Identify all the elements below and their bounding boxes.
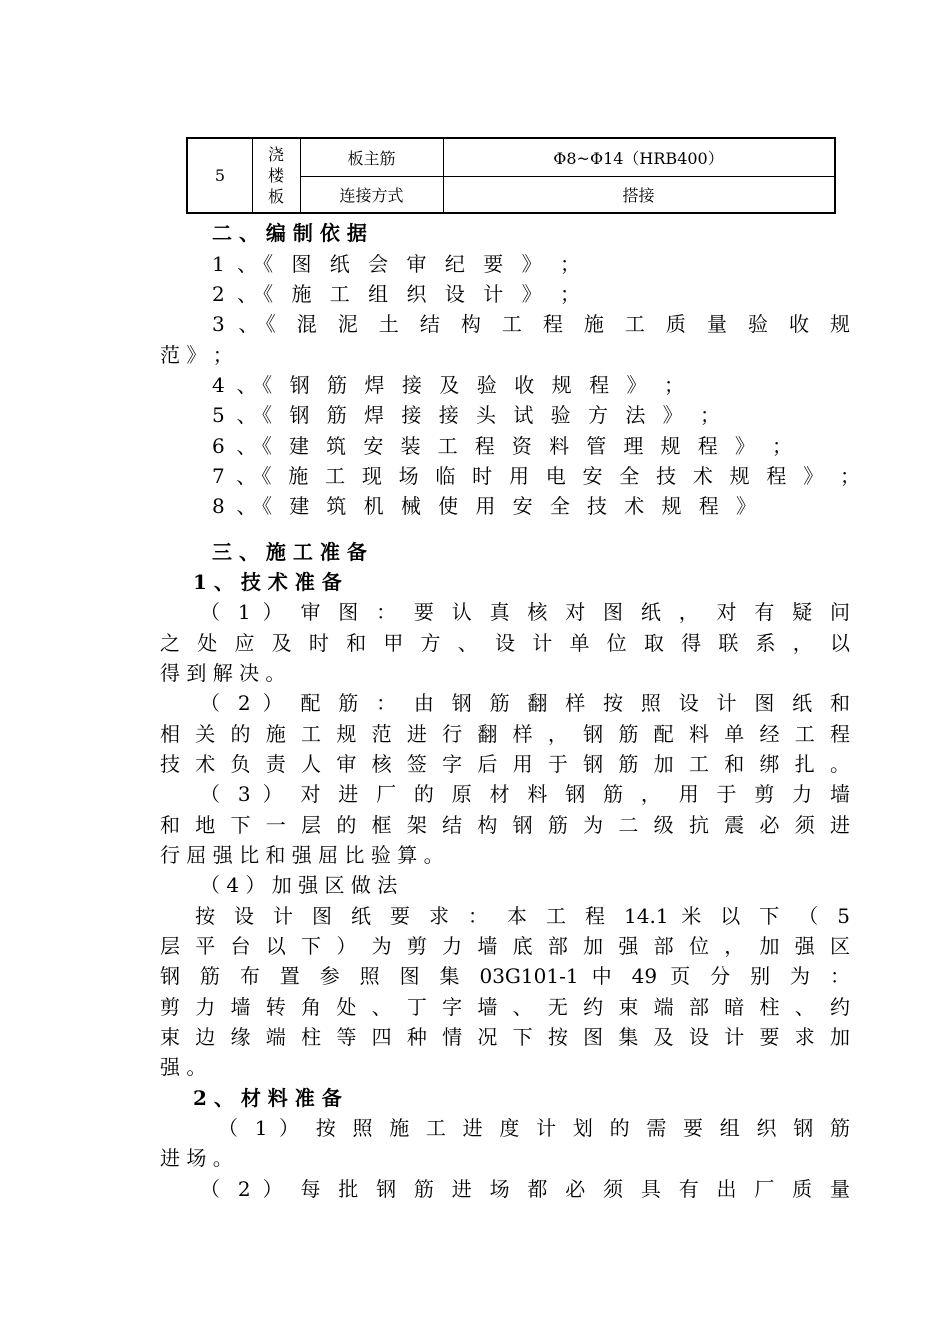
paragraph-line: 行 屈 强 比 和 强 屈 比 验 算 。 — [160, 843, 444, 867]
paragraph-line: （ 1 ） 按 照 施 工 进 度 计 划 的 需 要 组 织 钢 筋 — [218, 1116, 850, 1140]
reference-item: 7 、《 施 工 现 场 临 时 用 电 安 全 技 术 规 程 》 ； — [212, 464, 860, 488]
table-cell-item: 板主筋 — [347, 149, 396, 168]
materials-table — [186, 137, 836, 214]
paragraph-line: 相 关 的 施 工 规 范 进 行 翻 样 ， 钢 筋 配 料 单 经 工 程 — [160, 722, 850, 746]
category-char: 浇 — [267, 145, 284, 164]
paragraph-line: 技 术 负 责 人 审 核 签 字 后 用 于 钢 筋 加 工 和 绑 扎 。 — [160, 752, 850, 776]
table-cell-item: 连接方式 — [339, 185, 404, 205]
table-cell-value: Φ8~Φ14（HRB400） — [553, 149, 724, 168]
paragraph-line: （ 3 ） 对 进 厂 的 原 材 料 钢 筋 ， 用 于 剪 力 墙 — [200, 782, 850, 806]
subsection-heading: 1 、 技 术 准 备 — [193, 570, 342, 594]
paragraph-line: 和 地 下 一 层 的 框 架 结 构 钢 筋 为 二 级 抗 震 必 须 进 — [160, 813, 850, 837]
table-row-number: 5 — [214, 166, 226, 185]
paragraph-line: 钢 筋 布 置 参 照 图 集 03G101-1 中 49 页 分 别 为 ： — [160, 964, 850, 988]
paragraph-line: 剪 力 墙 转 角 处 、 丁 字 墙 、 无 约 束 端 部 暗 柱 、 约 — [160, 995, 850, 1019]
reference-item: 5 、《 钢 筋 焊 接 接 头 试 验 方 法 》 ； — [212, 403, 720, 427]
table-cell-value: 搭接 — [622, 185, 655, 205]
paragraph-line: 层 平 台 以 下 ） 为 剪 力 墙 底 部 加 强 部 位 ， 加 强 区 — [160, 934, 850, 958]
reference-item: 3 、《 混 泥 土 结 构 工 程 施 工 质 量 验 收 规 — [212, 312, 850, 336]
paragraph-line: 束 边 缘 端 柱 等 四 种 情 况 下 按 图 集 及 设 计 要 求 加 — [160, 1025, 850, 1049]
paragraph-line: 强 。 — [160, 1055, 207, 1079]
reference-item-continued: 范 》 ； — [160, 343, 233, 367]
paragraph-line: （ 4 ） 加 强 区 做 法 — [200, 873, 398, 897]
reference-item: 4 、《 钢 筋 焊 接 及 验 收 规 程 》 ； — [212, 373, 684, 397]
section-heading: 三 、 施 工 准 备 — [212, 540, 367, 564]
paragraph-line: （ 2 ） 每 批 钢 筋 进 场 都 必 须 具 有 出 厂 质 量 — [200, 1177, 850, 1201]
paragraph-line: （ 2 ） 配 筋 ： 由 钢 筋 翻 样 按 照 设 计 图 纸 和 — [200, 691, 850, 715]
section-heading: 二 、 编 制 依 据 — [212, 221, 367, 245]
reference-item: 2 、《 施 工 组 织 设 计 》 ； — [212, 282, 580, 306]
subsection-heading: 2 、 材 料 准 备 — [193, 1086, 342, 1110]
reference-item: 6 、《 建 筑 安 装 工 程 资 料 管 理 规 程 》 ； — [212, 434, 792, 458]
paragraph-line: 之 处 应 及 时 和 甲 方 、 设 计 单 位 取 得 联 系 ， 以 — [160, 631, 850, 655]
category-char: 板 — [267, 187, 284, 206]
paragraph-line: 得 到 解 决 。 — [160, 661, 286, 685]
category-char: 楼 — [267, 166, 284, 185]
reference-item: 8 、《 建 筑 机 械 使 用 安 全 技 术 规 程 》 — [212, 494, 756, 518]
paragraph-line: 按 设 计 图 纸 要 求 ： 本 工 程 14.1 米 以 下 （ 5 — [195, 904, 850, 928]
paragraph-line: 进 场 。 — [160, 1146, 233, 1170]
table-category — [252, 139, 300, 212]
reference-item: 1 、《 图 纸 会 审 纪 要 》 ； — [212, 252, 580, 276]
paragraph-line: （ 1 ） 审 图 ： 要 认 真 核 对 图 纸 ， 对 有 疑 问 — [200, 600, 850, 624]
